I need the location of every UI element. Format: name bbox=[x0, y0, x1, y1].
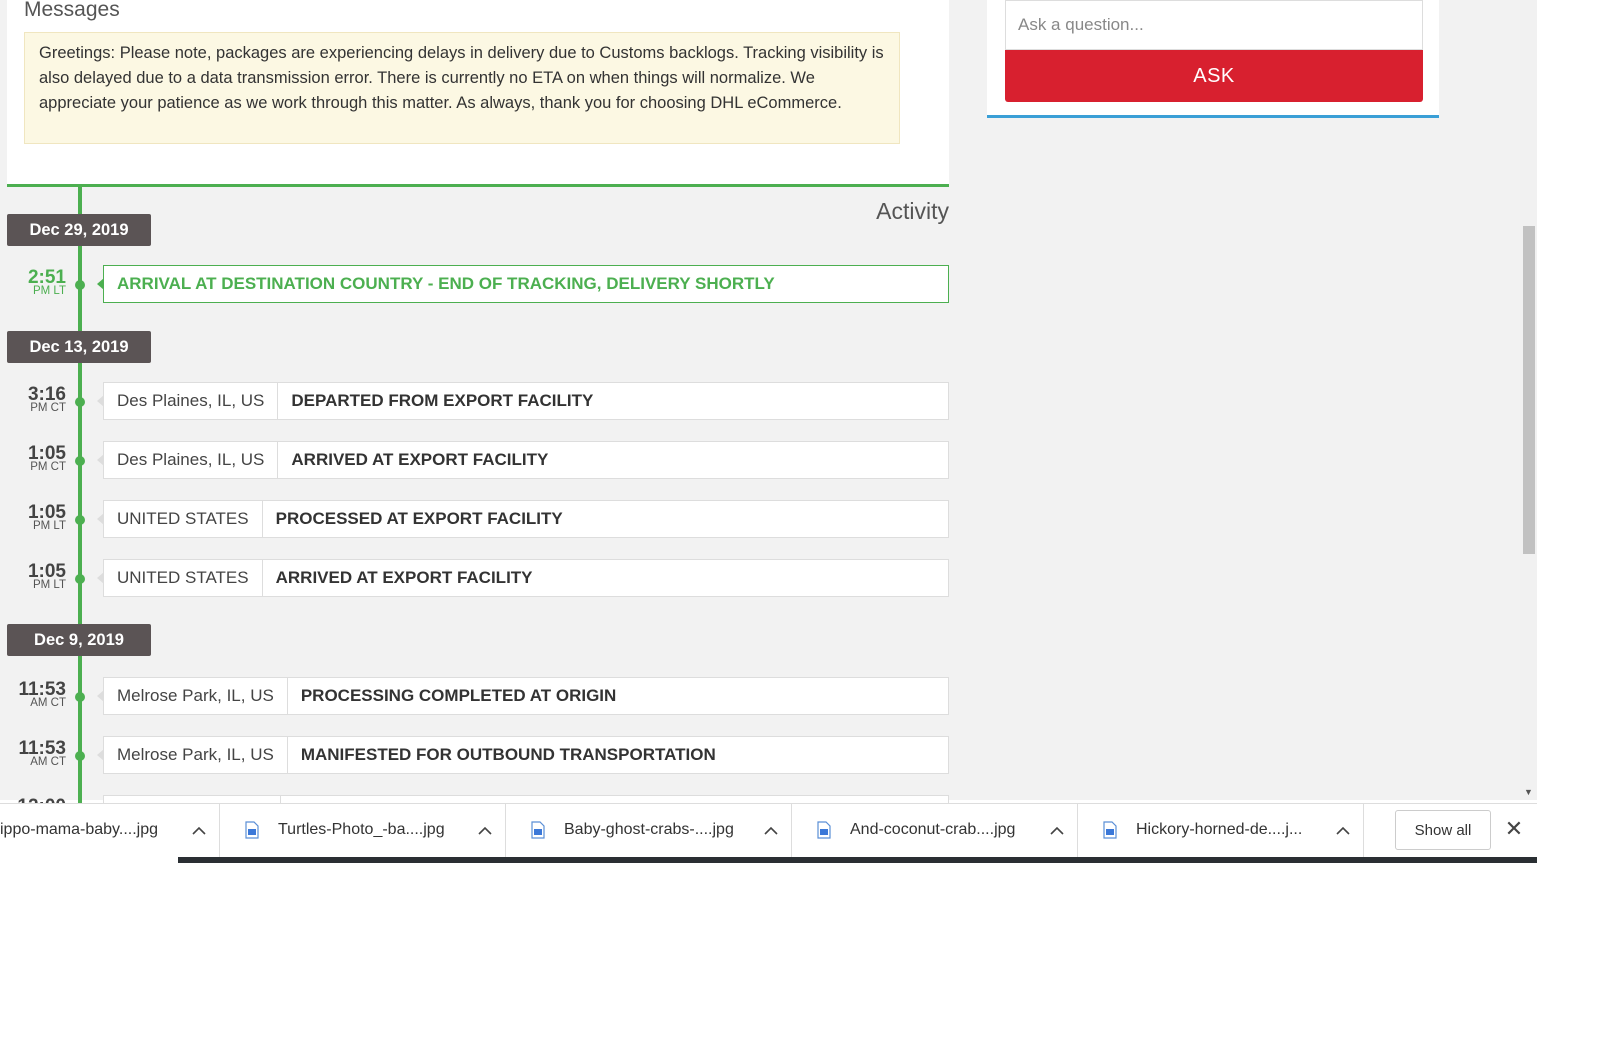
event-location: UNITED STATES bbox=[104, 501, 263, 537]
event-status: DEPARTED FROM EXPORT FACILITY bbox=[291, 391, 594, 410]
activity-event bbox=[103, 736, 949, 774]
timeline-dot bbox=[75, 751, 85, 761]
event-location: Melrose Park, IL, US bbox=[104, 678, 288, 714]
event-time-zone: PM LT bbox=[32, 285, 66, 297]
shelf-bottom-bar bbox=[178, 857, 1537, 863]
messages-title: Messages bbox=[24, 0, 120, 21]
messages-card bbox=[7, 0, 949, 187]
event-location: Des Plaines, IL, US bbox=[104, 383, 278, 419]
event-time-zone: PM LT bbox=[32, 579, 66, 591]
image-file-icon bbox=[816, 821, 832, 839]
activity-event bbox=[103, 500, 949, 538]
chevron-up-icon[interactable] bbox=[179, 822, 219, 838]
scroll-down-arrow-icon[interactable]: ▼ bbox=[1524, 787, 1533, 797]
event-time-zone: AM CT bbox=[30, 756, 66, 768]
download-item[interactable] bbox=[1078, 803, 1364, 857]
event-status: ARRIVED AT EXPORT FACILITY bbox=[291, 450, 549, 469]
activity-event bbox=[103, 382, 949, 420]
event-time-value: 2:51 bbox=[27, 267, 66, 288]
activity-event bbox=[103, 677, 949, 715]
event-time-value: 11:53 bbox=[18, 738, 66, 759]
download-item[interactable] bbox=[792, 803, 1078, 857]
event-status: PROCESSING COMPLETED AT ORIGIN bbox=[300, 686, 617, 705]
event-status: MANIFESTED FOR OUTBOUND TRANSPORTATION bbox=[300, 745, 716, 764]
download-item[interactable] bbox=[0, 803, 220, 857]
timeline-dot bbox=[75, 692, 85, 702]
timeline-dot bbox=[75, 280, 85, 290]
ask-button[interactable]: ASK bbox=[1005, 50, 1423, 102]
event-time bbox=[0, 562, 66, 591]
event-time-value: 1:05 bbox=[27, 561, 66, 582]
date-label: Dec 13, 2019 bbox=[7, 331, 151, 363]
event-time-value: 1:05 bbox=[27, 502, 66, 523]
event-time-zone: PM CT bbox=[30, 402, 66, 414]
event-location: Melrose Park, IL, US bbox=[104, 737, 288, 773]
image-file-icon bbox=[244, 821, 260, 839]
event-time-zone: AM CT bbox=[30, 697, 66, 709]
show-all-downloads-button[interactable]: Show all bbox=[1395, 810, 1491, 850]
event-status: ARRIVED AT EXPORT FACILITY bbox=[275, 568, 533, 587]
chevron-up-icon[interactable] bbox=[1037, 822, 1077, 838]
timeline-dot bbox=[75, 456, 85, 466]
download-file-name: ippo-mama-baby....jpg bbox=[0, 821, 158, 838]
image-file-icon bbox=[1102, 821, 1118, 839]
download-file-name: And-coconut-crab....jpg bbox=[850, 821, 1016, 838]
event-time bbox=[0, 680, 66, 709]
event-time bbox=[0, 503, 66, 532]
event-time-value: 1:05 bbox=[27, 443, 66, 464]
scrollbar-thumb[interactable] bbox=[1523, 226, 1535, 554]
notice-message: Greetings: Please note, packages are experiencing delays in delivery due to Customs backlogs. Tracking visibility is also delayed due to a data transmission error. There is currently no ETA on when things will normalize. We appreciate your patience as we work through this matter. As always, thank you for choosing DHL eCommerce. bbox=[24, 32, 900, 144]
event-location: UNITED STATES bbox=[104, 560, 263, 596]
date-label: Dec 9, 2019 bbox=[7, 624, 151, 656]
timeline-line bbox=[78, 184, 82, 804]
date-label: Dec 29, 2019 bbox=[7, 214, 151, 246]
event-time bbox=[0, 385, 66, 414]
ask-card bbox=[987, 0, 1439, 118]
event-time-value: 11:53 bbox=[18, 679, 66, 700]
event-time bbox=[0, 739, 66, 768]
activity-event bbox=[103, 265, 949, 303]
event-status: PROCESSED AT EXPORT FACILITY bbox=[275, 509, 563, 528]
event-time-zone: PM LT bbox=[32, 520, 66, 532]
chevron-up-icon[interactable] bbox=[465, 822, 505, 838]
activity-event bbox=[103, 559, 949, 597]
timeline-dot bbox=[75, 515, 85, 525]
download-item[interactable] bbox=[506, 803, 792, 857]
event-status: ARRIVAL AT DESTINATION COUNTRY - END OF TRACKING, DELIVERY SHORTLY bbox=[117, 274, 775, 293]
activity-event bbox=[103, 441, 949, 479]
activity-title: Activity bbox=[876, 198, 949, 224]
event-time bbox=[0, 268, 66, 297]
image-file-icon bbox=[530, 821, 546, 839]
download-file-name: Hickory-horned-de....j... bbox=[1136, 821, 1303, 838]
ask-question-input[interactable] bbox=[1005, 0, 1423, 50]
event-time-value: 3:16 bbox=[27, 384, 66, 405]
download-file-name: Baby-ghost-crabs-....jpg bbox=[564, 821, 734, 838]
download-file-name: Turtles-Photo_-ba....jpg bbox=[278, 821, 445, 838]
timeline-dot bbox=[75, 397, 85, 407]
chevron-up-icon[interactable] bbox=[751, 822, 791, 838]
event-location: Des Plaines, IL, US bbox=[104, 442, 278, 478]
timeline-dot bbox=[75, 574, 85, 584]
event-time bbox=[0, 444, 66, 473]
event-time-zone: PM CT bbox=[30, 461, 66, 473]
chevron-up-icon[interactable] bbox=[1323, 822, 1363, 838]
close-icon[interactable]: ✕ bbox=[1504, 816, 1524, 841]
download-item[interactable] bbox=[220, 803, 506, 857]
